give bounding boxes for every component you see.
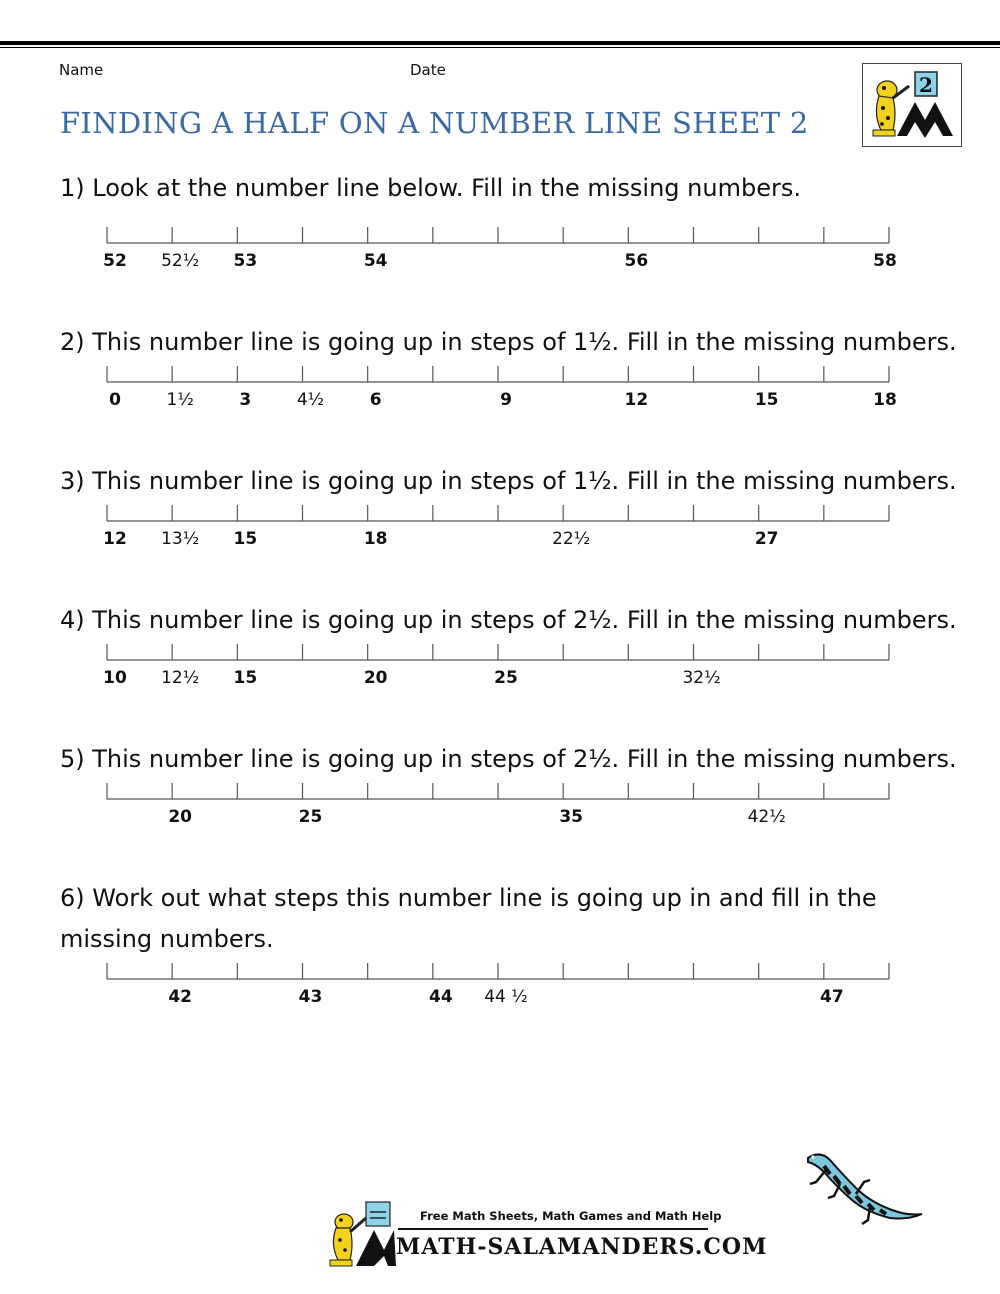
number-line-label: 54 (363, 251, 388, 271)
top-rule-thin (0, 47, 1000, 48)
number-line-5 (107, 783, 889, 827)
name-label: Name (59, 61, 104, 79)
question-1-text: 1) Look at the number line below. Fill in the missing numbers. (60, 174, 801, 202)
number-line-label: 18 (363, 529, 388, 549)
grade-badge-number: 2 (919, 73, 933, 97)
number-line-1 (103, 227, 897, 271)
number-line-label: 1½ (166, 390, 194, 410)
question-2-text: 2) This number line is going up in steps of 1½. Fill in the missing numbers. (60, 328, 957, 356)
number-line-label: 42½ (747, 807, 786, 827)
footer-tagline: Free Math Sheets, Math Games and Math Help (420, 1209, 722, 1223)
number-line-6 (107, 963, 889, 1007)
number-line-label: 18 (873, 390, 897, 410)
number-line-label: 42 (168, 987, 193, 1007)
number-line-label: 20 (168, 807, 193, 827)
number-line-label: 12½ (161, 668, 200, 688)
number-line-label: 0 (109, 390, 121, 410)
number-line-label: 58 (873, 251, 897, 271)
number-line-label: 22½ (552, 529, 591, 549)
number-line-label: 12 (624, 390, 649, 410)
question-6-text-line-2: missing numbers. (60, 925, 274, 953)
number-line-3 (103, 505, 889, 549)
grade-logo (862, 63, 962, 147)
number-line-label: 25 (494, 668, 518, 688)
footer-brand: MATH-SALAMANDERS.COM (396, 1234, 768, 1260)
salamander-icon (800, 1148, 924, 1228)
number-line-label: 6 (369, 390, 382, 410)
salamander-logo-icon (863, 64, 961, 146)
number-line-label: 15 (233, 529, 258, 549)
footer-salamander-icon (326, 1198, 396, 1270)
number-line-label: 44 ½ (484, 987, 528, 1007)
footer-divider (398, 1228, 708, 1230)
number-line-label: 44 (428, 987, 453, 1007)
number-line-2 (107, 366, 897, 410)
number-line-label: 35 (559, 807, 584, 827)
number-line-label: 3 (239, 390, 252, 410)
number-line-label: 12 (103, 529, 127, 549)
number-line-label: 47 (819, 987, 844, 1007)
number-line-label: 53 (233, 251, 258, 271)
number-line-label: 25 (298, 807, 323, 827)
number-line-label: 15 (233, 668, 258, 688)
date-label: Date (410, 61, 446, 79)
top-rule-thick (0, 41, 1000, 45)
number-line-4 (103, 644, 889, 688)
question-3-text: 3) This number line is going up in steps of 1½. Fill in the missing numbers. (60, 467, 957, 495)
number-line-label: 56 (624, 251, 649, 271)
number-line-label: 9 (500, 390, 512, 410)
number-line-label: 52½ (161, 251, 200, 271)
number-line-label: 10 (103, 668, 127, 688)
number-line-label: 32½ (682, 668, 721, 688)
number-line-label: 13½ (161, 529, 200, 549)
number-line-label: 52 (103, 251, 127, 271)
question-6-text-line-1: 6) Work out what steps this number line is going up in and fill in the (60, 884, 877, 912)
number-line-label: 20 (363, 668, 388, 688)
number-line-label: 4½ (296, 390, 325, 410)
question-5-text: 5) This number line is going up in steps of 2½. Fill in the missing numbers. (60, 745, 957, 773)
number-line-label: 43 (298, 987, 323, 1007)
question-4-text: 4) This number line is going up in steps of 2½. Fill in the missing numbers. (60, 606, 957, 634)
worksheet-title: FINDING A HALF ON A NUMBER LINE SHEET 2 (60, 106, 809, 140)
number-line-label: 27 (754, 529, 779, 549)
number-line-label: 15 (754, 390, 779, 410)
